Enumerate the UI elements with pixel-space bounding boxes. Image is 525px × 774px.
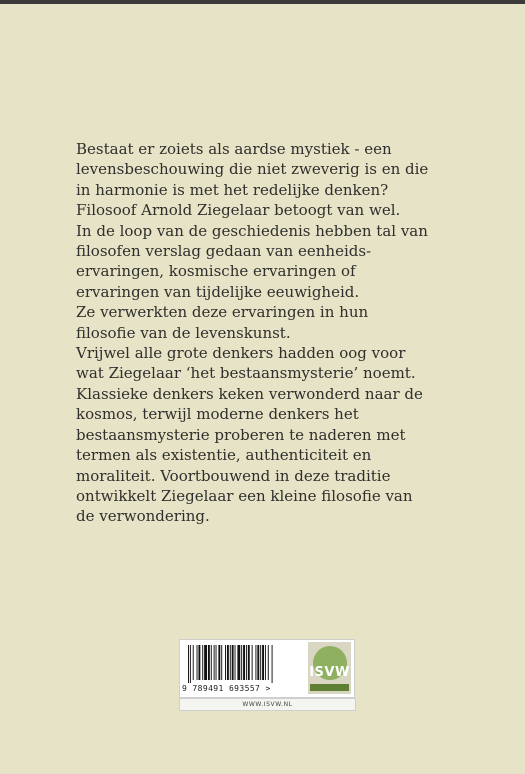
blurb-line: Vrijwel alle grote denkers hadden oog voor (76, 344, 406, 363)
blurb-line: In de loop van de geschiedenis hebben tal van (76, 221, 428, 240)
barcode-bar (248, 645, 250, 680)
publisher-logo (308, 642, 351, 694)
barcode-bar (241, 645, 242, 680)
barcode-bar (272, 645, 273, 683)
barcode-bar (230, 645, 231, 680)
barcode-bar (208, 645, 210, 680)
barcode-bar (260, 645, 261, 680)
blurb-line: Filosoof Arnold Ziegelaar betoogt van wel. (76, 201, 401, 220)
barcode-bar (246, 645, 247, 680)
barcode-bar (221, 645, 222, 680)
blurb-line: Ze verwerkten deze ervaringen in hun (76, 303, 369, 322)
isbn-digits: 9 789491 693557 > (182, 684, 271, 693)
barcode-bar (265, 645, 266, 680)
blurb-line: ontwikkelt Ziegelaar een kleine filosofie van (76, 486, 413, 505)
barcode-bar (188, 645, 189, 683)
blurb-line: bestaansmysterie proberen te naderen met (76, 425, 406, 444)
blurb-line: in harmonie is met het redelijke denken? (76, 180, 389, 199)
barcode-bar (216, 645, 217, 680)
barcode-bars (188, 645, 305, 683)
barcode-bar (198, 645, 200, 680)
barcode-bar (202, 645, 203, 680)
barcode-bar (262, 645, 264, 680)
barcode-bar (227, 645, 229, 680)
barcode-bar (243, 645, 245, 680)
blurb-line: termen als existentie, authenticiteit en (76, 446, 372, 465)
barcode-bar (190, 645, 191, 683)
barcode-bar (204, 645, 207, 680)
publisher-url: WWW.ISVW.NL (179, 698, 356, 711)
blurb-line: filosofie van de levenskunst. (76, 323, 291, 342)
isbn-barcode-panel (179, 639, 355, 698)
barcode-bar (252, 645, 253, 680)
back-cover-blurb (76, 139, 476, 527)
blurb-line: kosmos, terwijl moderne denkers het (76, 405, 359, 424)
blurb-line: moraliteit. Voortbouwend in deze traditie (76, 466, 391, 485)
barcode-bar (235, 645, 236, 680)
barcode-bar (214, 645, 215, 680)
blurb-line: levensbeschouwing die niet zweverig is en die (76, 160, 429, 179)
barcode-bar (232, 645, 234, 680)
barcode-bar (237, 645, 240, 680)
blurb-line: wat Ziegelaar ‘het bestaansmysterie’ noemt. (76, 364, 416, 383)
barcode-bar (225, 645, 226, 680)
barcode-bar (197, 645, 198, 680)
barcode-bar (211, 645, 212, 680)
barcode-bar (255, 645, 256, 680)
logo-text: ISVW (309, 665, 350, 680)
barcode-bar (257, 645, 259, 680)
barcode-bar (268, 645, 269, 680)
blurb-line: ervaringen, kosmische ervaringen of (76, 262, 356, 281)
logo-strip (310, 684, 349, 691)
barcode-bar (218, 645, 220, 680)
blurb-line: Klassieke denkers keken verwonderd naar de (76, 384, 423, 403)
barcode-bar (193, 645, 194, 680)
blurb-line: filosofen verslag gedaan van eenheids- (76, 242, 372, 261)
blurb-line: ervaringen van tijdelijke eeuwigheid. (76, 282, 360, 301)
top-edge-band (0, 0, 525, 4)
blurb-line: de verwondering. (76, 507, 210, 526)
blurb-line: Bestaat er zoiets als aardse mystiek - een (76, 140, 392, 158)
